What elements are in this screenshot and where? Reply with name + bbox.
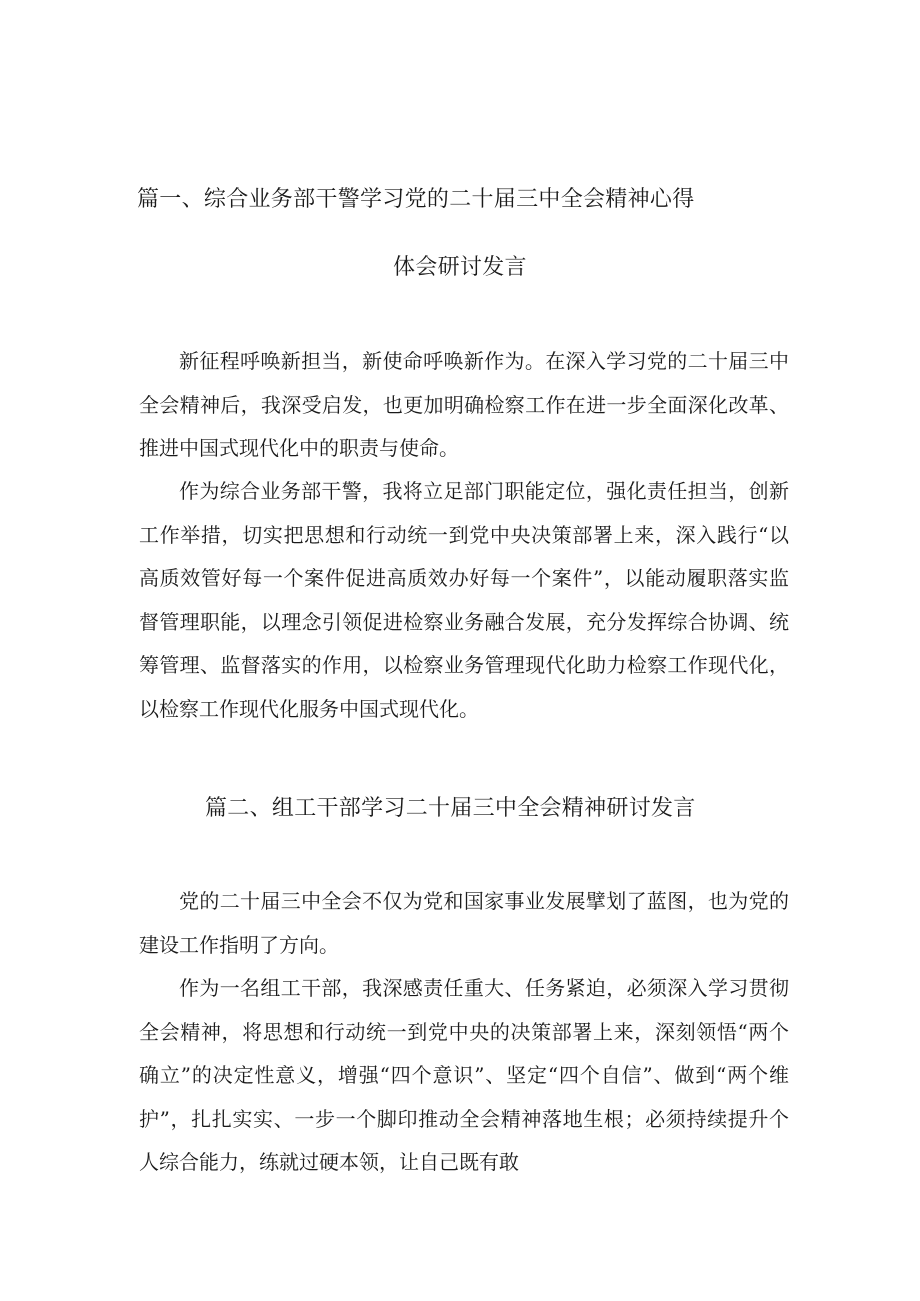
section2-paragraph-1: 党的二十届三中全会不仅为党和国家事业发展擘划了蓝图，也为党的建设工作指明了方向。 (139, 889, 789, 957)
section1-paragraph-2: 作为综合业务部干警，我将立足部门职能定位，强化责任担当，创新工作举措，切实把思想和行动统一到党中央决策部署上来，深入践行“以高质效管好每一个案件促进高质效办好每一个案件”，以能动履职落实监督管理职能，以理念引领促进检察业务融合发展，充分发挥综合协调、统筹管理、监督落实的作用，以检察业务管理现代化助力检察工作现代化，以检察工作现代化服务中国式现代化。 (139, 479, 789, 721)
section1-title-line1: 篇一、综合业务部干警学习党的二十届三中全会精神心得 (137, 187, 695, 212)
section2-title: 篇二、组工干部学习二十届三中全会精神研讨发言 (205, 796, 696, 821)
section2-paragraph-2: 作为一名组工干部，我深感责任重大、任务紧迫，必须深入学习贯彻全会精神，将思想和行动统一到党中央的决策部署上来，深刻领悟“两个确立”的决定性意义，增强“四个意识”、坚定“四个自信”、做到“两个维护”，扎扎实实、一步一个脚印推动全会精神落地生根；必须持续提升个人综合能力，练就过硬本领，让自己既有敢 (139, 976, 789, 1175)
section1-title-line2: 体会研讨发言 (393, 255, 527, 280)
section1-paragraph-1: 新征程呼唤新担当，新使命呼唤新作为。在深入学习党的二十届三中全会精神后，我深受启发，也更加明确检察工作在进一步全面深化改革、推进中国式现代化中的职责与使命。 (139, 349, 789, 461)
